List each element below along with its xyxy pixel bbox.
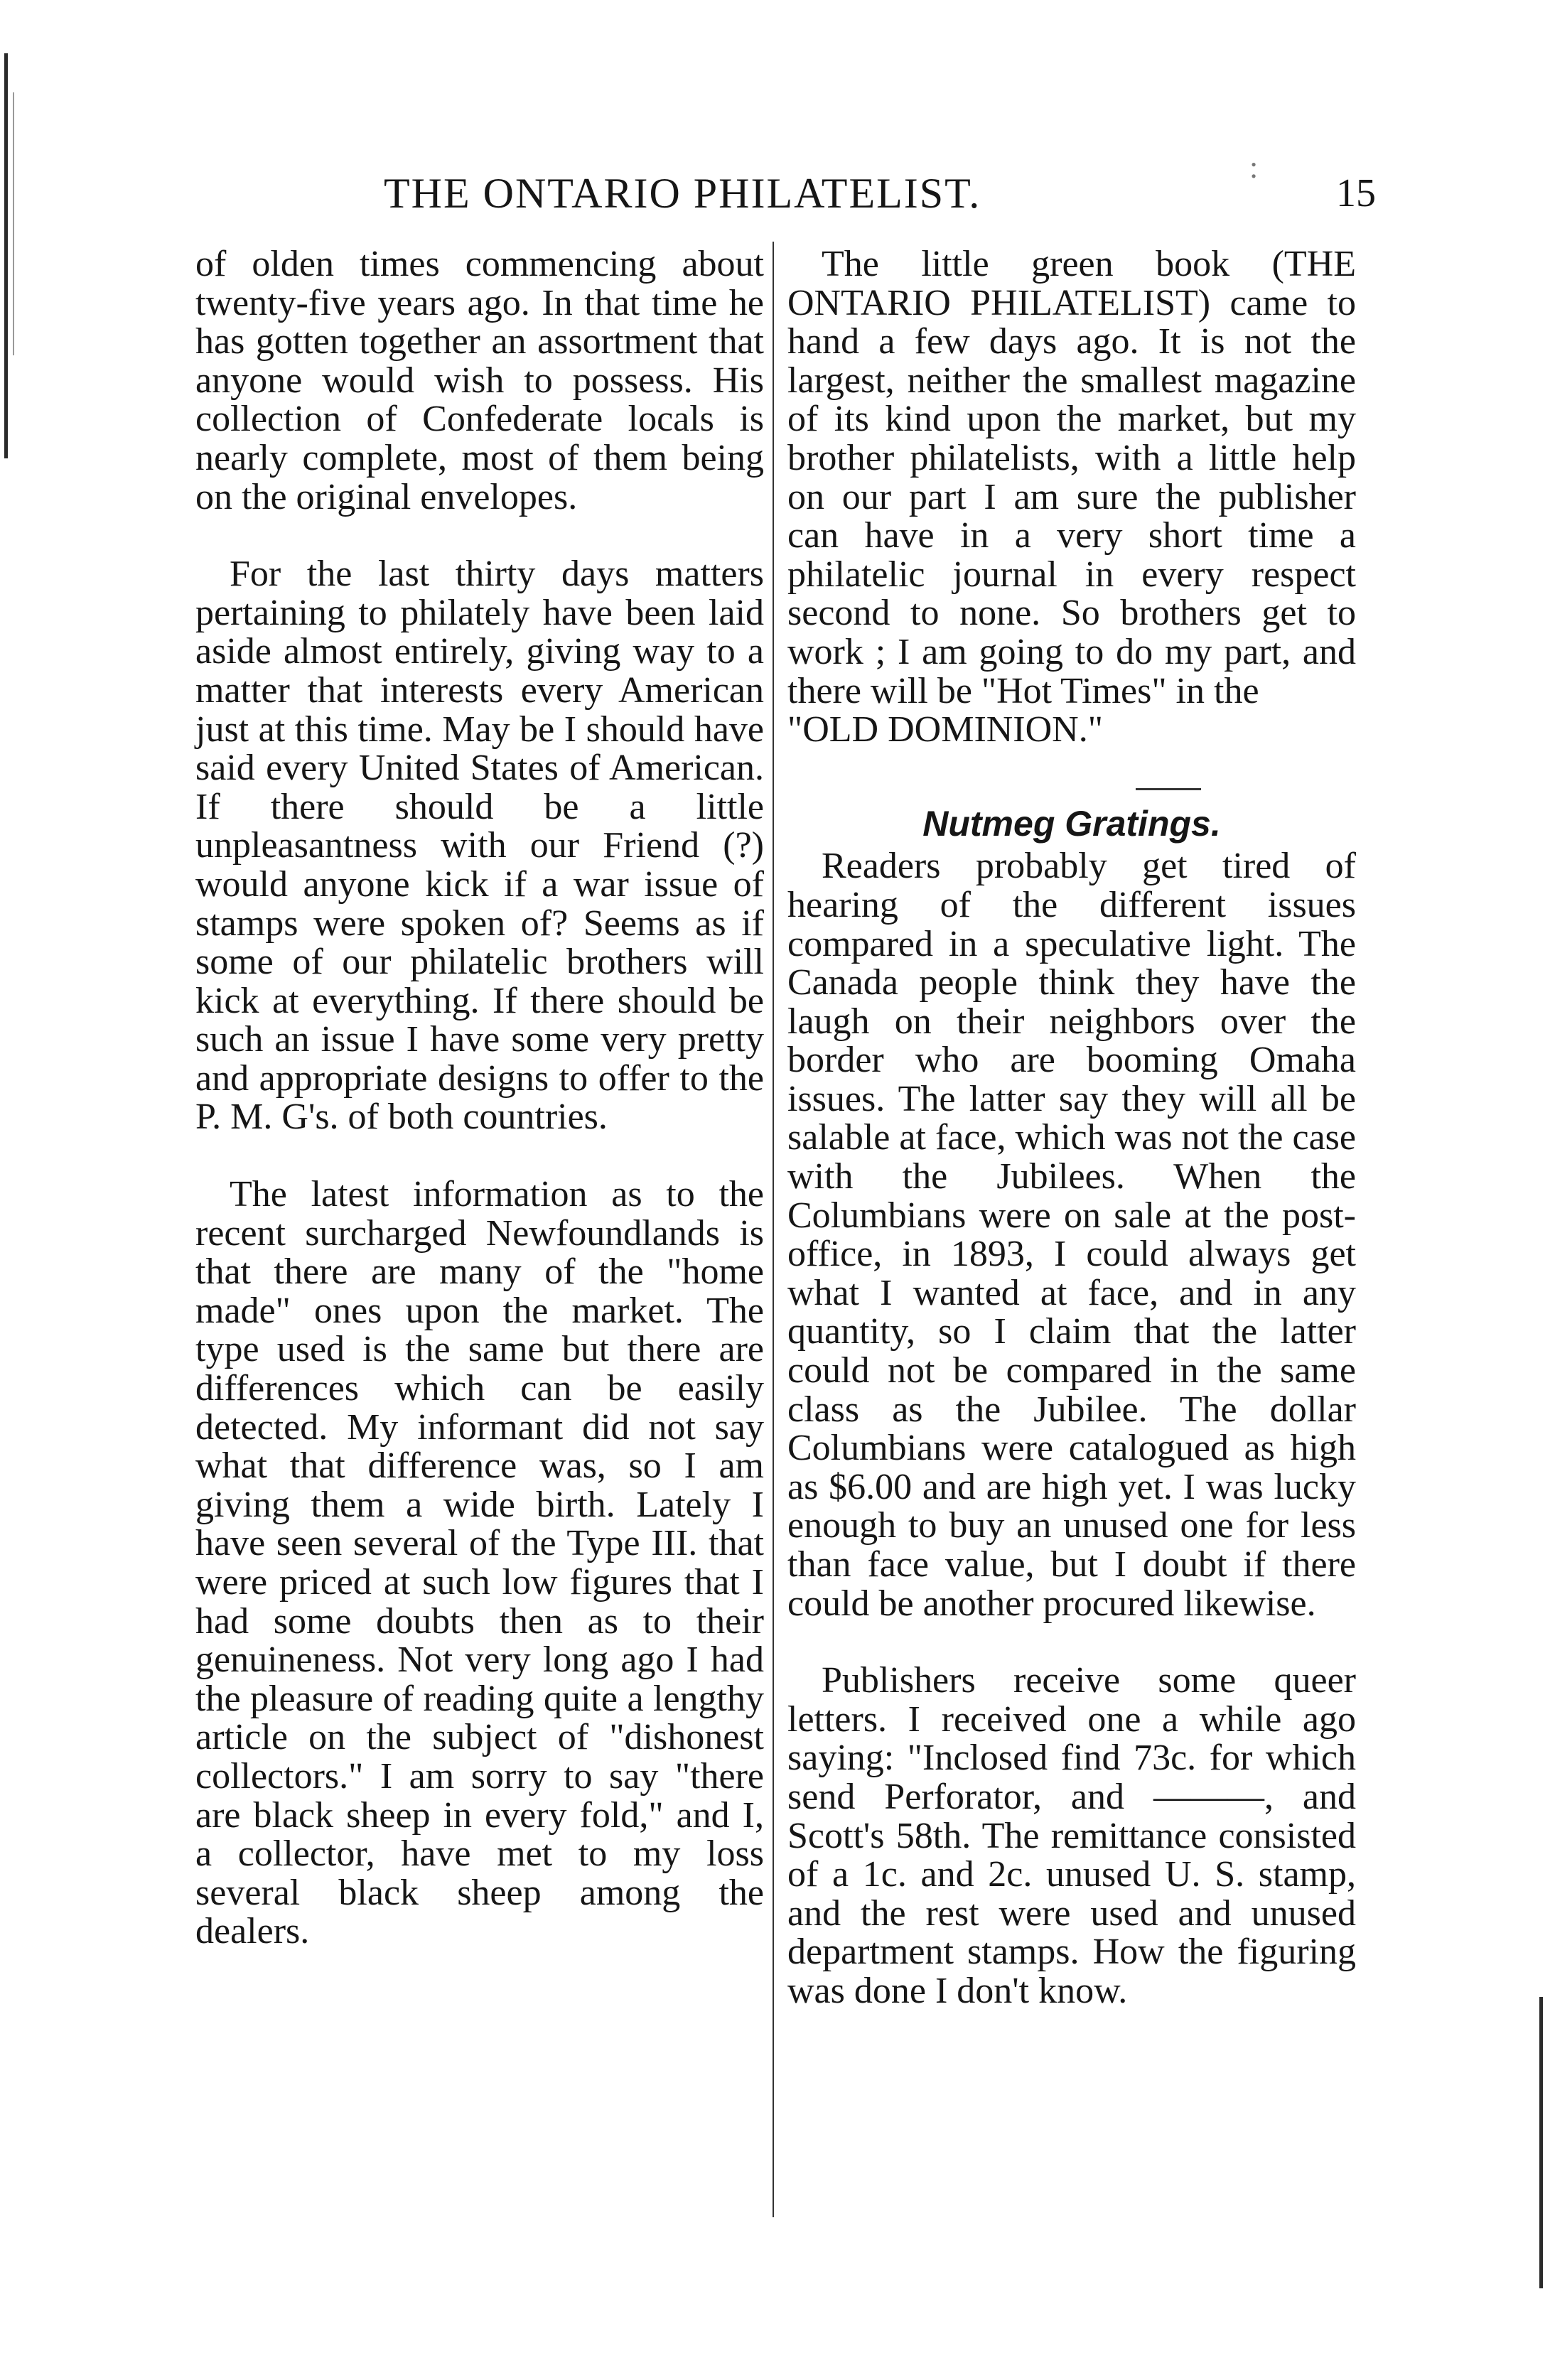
section-title: Nutmeg Gratings. [922,803,1221,844]
left-paragraph-2: For the last thirty days matters pertaining to philately have been laid aside almost entirely, giving way to a matter that interests every American just at this time. May be I should have said every United States of American. If there should be a little unpleasantness with our Friend (?) would anyone kick if a war issue of stamps were spoken of? Seems as if some of our philatelic brothers will kick at everything. If there should be such an issue I have some very pretty and appropriate designs to offer to the P. M. G's. of both countries. [195,554,764,1138]
scan-speck: : [1249,150,1259,185]
section-divider [1136,788,1201,790]
column-divider [773,242,774,2217]
left-paragraph-1: of olden times commencing about twenty-five years ago. In that time he has gotten together an assortment that anyone would wish to possess. His collection of Confederate locals is nearly complete, most of them being on the original envelopes. [195,244,764,517]
right-paragraph-2: Readers probably get tired of hearing of the different issues compared in a speculative light. The Canada people think they have the laugh on their neighbors over the border who are booming Omaha issues. The latter say they will all be salable at face, which was not the case with the Jubilees. When the Columbians were on sale at the post-office, in 1893, I could always get what I wanted at face, and in any quantity, so I claim that the latter could not be compared in the same class as the Jubilee. The dollar Columbians were catalogued as high as $6.00 and are high yet. I was lucky enough to buy an unused one for less than face value, but I doubt if there could be another procured likewise. [787,846,1356,1624]
right-paragraph-1: The little green book (THE ONTARIO PHILATELIST) came to hand a few days ago. It is not the largest, neither the smallest magazine of its kind upon the market, but my brother philatelists, with a little help on our part I am sure the publisher can have in a very short time a philatelic journal in every respect second to none. So brothers get to work ; I am going to do my part, and there will be "Hot Times" in the [787,244,1356,711]
right-paragraph-3: Publishers receive some queer letters. I received one a while ago saying: "Inclosed find 73c. for which send Perforator, and ———, and Scott's 58th. The remittance consisted of a 1c. and 2c. unused U. S. stamp, and the rest were used and unused department stamps. How the figuring was done I don't know. [787,1660,1356,2011]
page-number: 15 [1336,171,1376,215]
running-head: THE ONTARIO PHILATELIST. [384,170,981,217]
scan-edge-mark-left [4,53,8,458]
right-column [787,245,1356,2011]
left-column [195,245,764,1951]
scan-edge-mark-right [1539,1997,1543,2288]
scan-edge-mark-left-thin [13,92,14,355]
left-paragraph-3: The latest information as to the recent surcharged Newfoundlands is that there are many of the "home made" ones upon the market. The type used is the same but there are differences which can be easily detected. My informant did not say what that difference was, so I am giving them a wide birth. Lately I have seen several of the Type III. that were priced at such low figures that I had some doubts then as to their genuineness. Not very long ago I had the pleasure of reading quite a lengthy article on the subject of "dishonest collectors." I am sorry to say "there are black sheep in every fold," and I, a collector, have met to my loss several black sheep among the dealers. [195,1174,764,1952]
signature: "OLD DOMINION." [787,709,1103,750]
